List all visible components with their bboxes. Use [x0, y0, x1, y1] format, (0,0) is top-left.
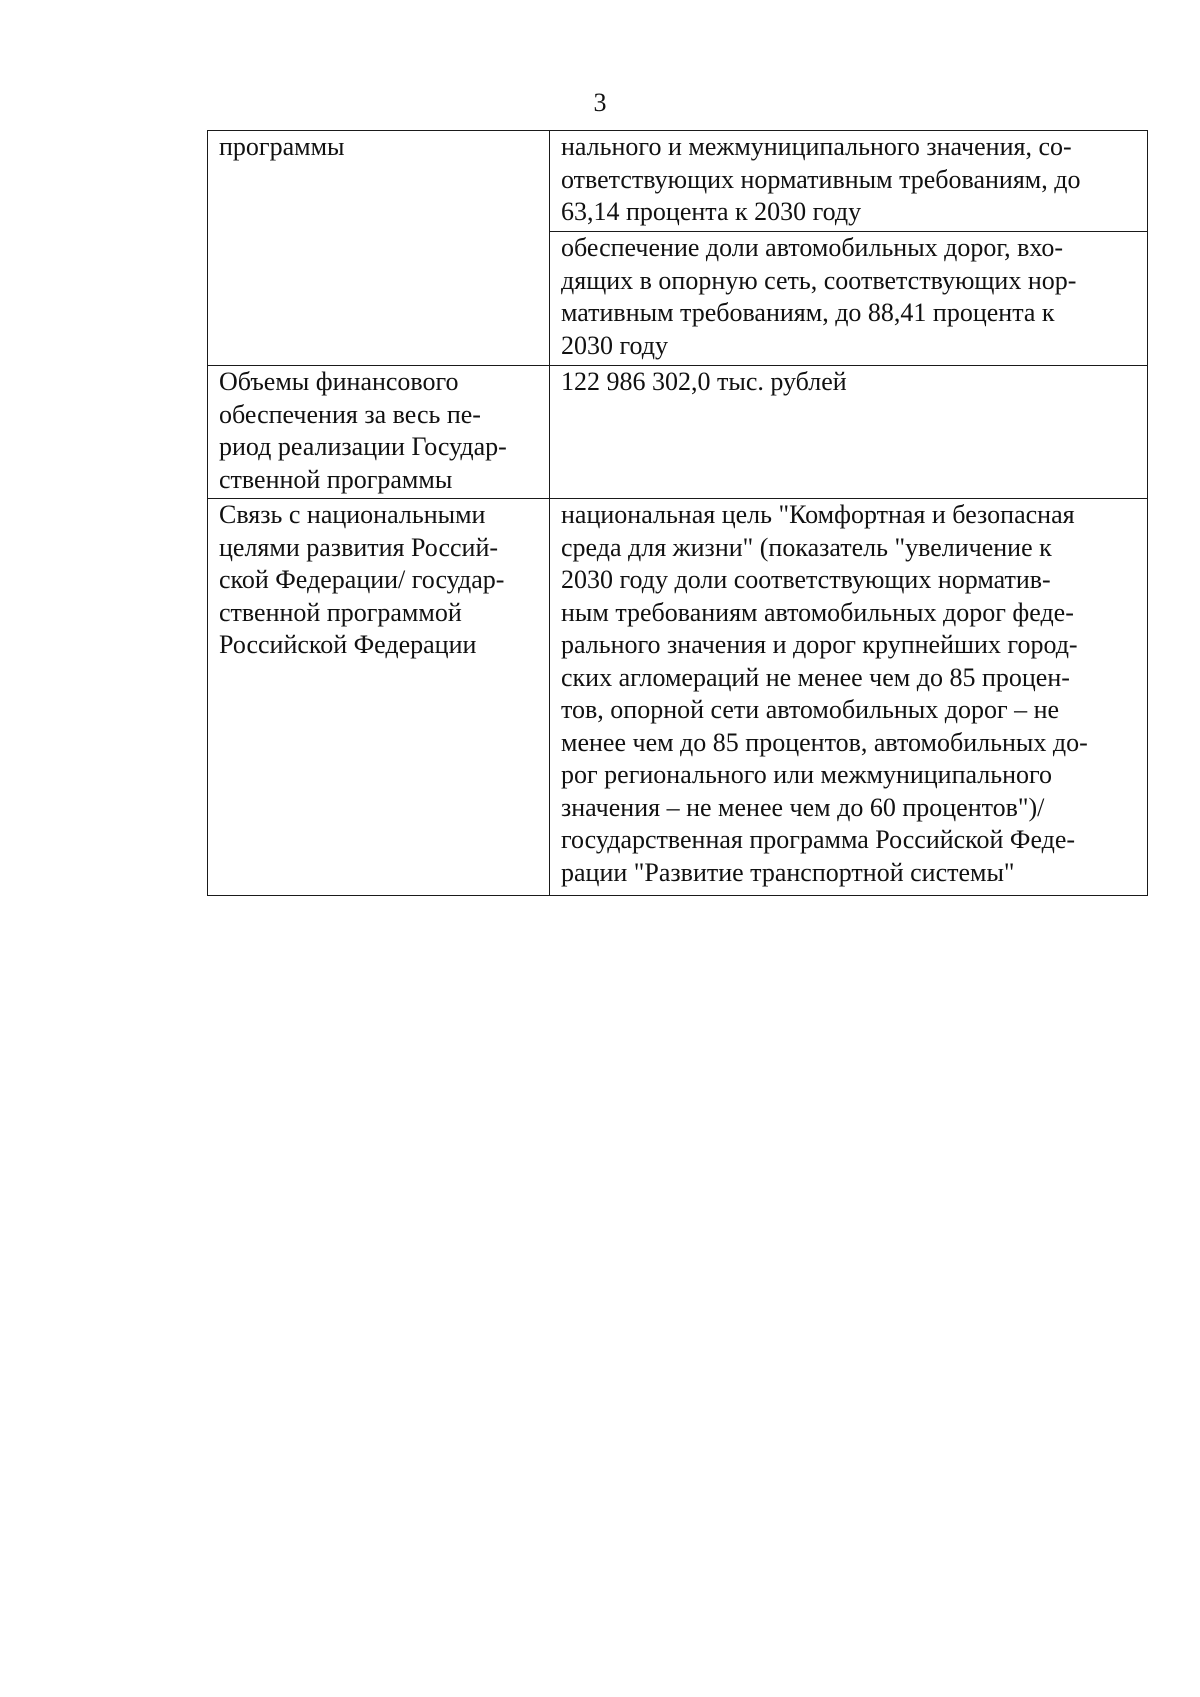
row-label-programmy: программы — [219, 132, 345, 161]
row-label-cell — [208, 131, 550, 366]
row-label-cell — [208, 366, 550, 499]
indicator-regional-roads: нального и межмуниципального значения, со- ответствующих нормативным требованиям, до 63,14 процента к 2030 году — [561, 132, 1081, 226]
row-label-funding: Объемы финансового обеспечения за весь пе- риод реализации Государ- ственной программы — [219, 367, 507, 494]
row-value-cell — [550, 499, 1148, 896]
row-value-cell — [550, 131, 1148, 232]
table-row — [208, 366, 1148, 499]
row-value-cell — [550, 232, 1148, 366]
national-goals-text: национальная цель "Комфортная и безопасная среда для жизни" (показатель "увеличение к 2030 году доли соответствующих норматив- ным требованиям автомобильных дорог феде- рального значения и дорог крупнейших город- ских агломераций не менее чем до 85 процен- тов, опорной сети автомобильных дорог – не менее чем до 85 процентов, автомобильных до- рог регионального или межмуниципального значения – не менее чем до 60 процентов")/ государственная программа Российской Феде- рации "Развитие транспортной системы" — [561, 500, 1088, 887]
page-number: 3 — [593, 88, 607, 117]
program-passport-table — [207, 130, 1148, 896]
indicator-core-network-roads: обеспечение доли автомобильных дорог, вхо- дящих в опорную сеть, соответствующих нор- мативным требованиям, до 88,41 процента к 2030 году — [561, 233, 1077, 360]
row-label-national-goals: Связь с национальными целями развития Россий- ской Федерации/ государ- ственной программой Российской Федерации — [219, 500, 505, 659]
table-row — [208, 499, 1148, 896]
row-value-cell — [550, 366, 1148, 499]
table-row — [208, 131, 1148, 232]
row-label-cell — [208, 499, 550, 896]
funding-amount: 122 986 302,0 тыс. рублей — [561, 367, 847, 396]
